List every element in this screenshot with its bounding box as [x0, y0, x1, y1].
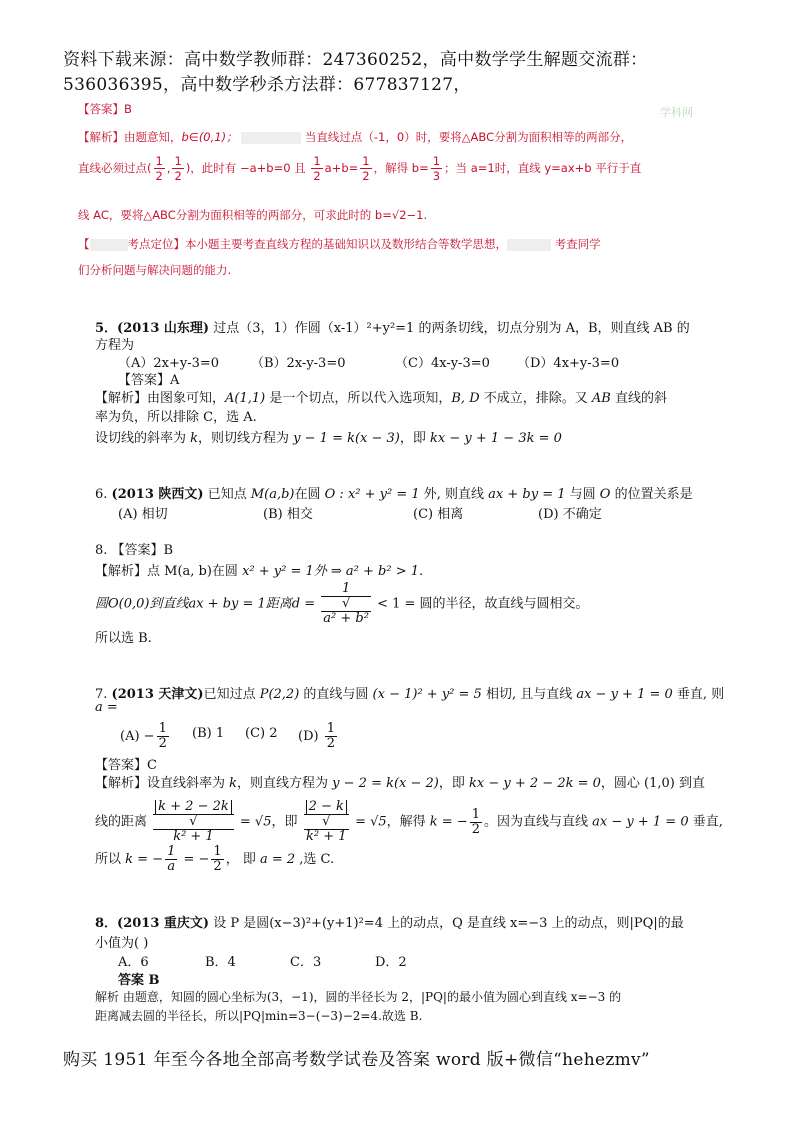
q6-option-d: (D) 不确定 — [538, 507, 602, 522]
q6-option-c: (C) 相离 — [413, 507, 464, 522]
q7-option-b: (B) 1 — [192, 726, 225, 741]
q6-answer: 8. 【答案】B — [95, 543, 174, 558]
scan-analysis-line-2: 直线必须过点( $\frac{1}{2}$ , $\frac{1}{2}$ )，此时有 −a+b=0 且 $\frac{1}{2}$ a+b= $\frac{1}{2}$ ，解得 b= $\frac{1}{3}$ ；当 a=1时，直线 y=ax+b 平行于直 — [78, 154, 642, 183]
q5-stem: 5．(2013 山东理) 过点（3，1）作圆（x-1）²+y²=1 的两条切线，切点分别为 A，B，则直线 AB 的 — [95, 321, 690, 336]
scan-analysis-line-3: 线 AC，要将△ABC分割为面积相等的两部分，可求此时的 b=√2−1. — [78, 208, 428, 222]
footer-ad: 购买 1951 年至今各地全部高考数学试卷及答案 word 版+微信“hehezmv” — [63, 1050, 650, 1070]
header-line-1: 资料下载来源：高中数学教师群：247360252，高中数学学生解题交流群： — [63, 50, 648, 70]
q6-option-b: (B) 相交 — [263, 507, 313, 522]
q5-analysis-3: 设切线的斜率为 k，则切线方程为 y − 1 = k(x − 3)，即 kx − y + 1 − 3k = 0 — [95, 431, 562, 446]
q7-stem: 7. (2013 天津文)已知过点 P(2,2) 的直线与圆 (x − 1)² + y² = 5 相切, 且与直线 ax − y + 1 = 0 垂直, 则 — [95, 687, 725, 702]
q7-option-d: (D) $\frac{1}{2}$ — [298, 721, 335, 751]
q5-option-a: （A）2x+y-3=0 — [118, 356, 220, 371]
q7-analysis-3: 所以 k = − $\frac{1}{a}$ = − $\frac{1}{2}$ ， 即 a = 2 ,选 C. — [95, 844, 335, 874]
scan-last: 们分析问题与解决问题的能力. — [78, 263, 232, 277]
q5-option-d: （D）4x+y-3=0 — [517, 356, 620, 371]
q8-analysis-1: 解析 由题意，知圆的圆心坐标为(3，−1)，圆的半径长为 2，|PQ|的最小值为圆心到直线 x=−3 的 — [95, 990, 622, 1004]
q5-stem-2: 方程为 — [95, 338, 135, 353]
q8-analysis-2: 距离减去圆的半径长，所以|PQ|min=3−(−3)−2=4.故选 B. — [95, 1009, 423, 1023]
q7-option-c: (C) 2 — [245, 726, 278, 741]
scan-kaodian: 【 考点定位】本小题主要考查直线方程的基础知识以及数形结合等数学思想， 考查同学 — [78, 237, 601, 251]
q8-stem-2: 小值为( ) — [95, 936, 149, 951]
q8-option-c: C．3 — [290, 955, 322, 970]
scan-analysis-line-1: 【解析】由题意知，b∈(0,1)； 当直线过点（-1，0）时，要将△ABC分割为面积相等的两部分， — [78, 130, 633, 144]
header-line-2: 536036395，高中数学秒杀方法群：677837127， — [63, 75, 471, 95]
q8-option-a: A．6 — [118, 955, 149, 970]
q7-analysis-1: 【解析】设直线斜率为 k，则直线方程为 y − 2 = k(x − 2)，即 kx − y + 2 − 2k = 0，圆心 (1,0) 到直 — [95, 776, 705, 791]
q8-option-b: B．4 — [205, 955, 236, 970]
q7-answer: 【答案】C — [95, 758, 157, 773]
q7-a-eq: a = — [95, 700, 118, 715]
q8-answer: 答案 B — [118, 973, 160, 988]
q5-analysis-1: 【解析】由图象可知，A(1,1) 是一个切点，所以代入选项知，B, D 不成立，排除。又 AB 直线的斜 — [95, 391, 667, 406]
q5-option-c: （C）4x-y-3=0 — [395, 356, 490, 371]
watermark: 学科网 — [660, 106, 693, 119]
q6-analysis-2: 圆O(0,0)到直线ax + by = 1距离d = 1 √ a² + b² < 1 = 圆的半径，故直线与圆相交。 — [95, 581, 589, 626]
q7-option-a: (A) − $\frac{1}{2}$ — [120, 721, 167, 751]
q5-analysis-2: 率为负，所以排除 C，选 A. — [95, 410, 257, 425]
q5-option-b: （B）2x-y-3=0 — [251, 356, 346, 371]
q8-stem: 8．(2013 重庆文) 设 P 是圆(x−3)²+(y+1)²=4 上的动点，Q 是直线 x=−3 上的动点，则|PQ|的最 — [95, 916, 684, 931]
q8-option-d: D．2 — [375, 955, 407, 970]
q6-analysis-1: 【解析】点 M(a, b)在圆 x² + y² = 1外 ⇒ a² + b² > 1. — [95, 564, 424, 579]
q6-option-a: (A) 相切 — [118, 507, 168, 522]
q5-answer: 【答案】A — [118, 373, 180, 388]
q6-stem: 6. (2013 陕西文) 已知点 M(a,b)在圆 O : x² + y² = 1 外, 则直线 ax + by = 1 与圆 O 的位置关系是 — [95, 487, 693, 502]
q7-analysis-2: 线的距离 k + 2 − 2k √ k² + 1 = √5，即 2 − k √ k² + 1 = √5，解得 k = − $\frac{1}{2}$ 。因为直线与直线 ax − y + 1 = 0 垂直, — [95, 799, 723, 844]
scan-answer: 【答案】B — [78, 102, 132, 116]
q6-analysis-3: 所以选 B. — [95, 631, 152, 646]
